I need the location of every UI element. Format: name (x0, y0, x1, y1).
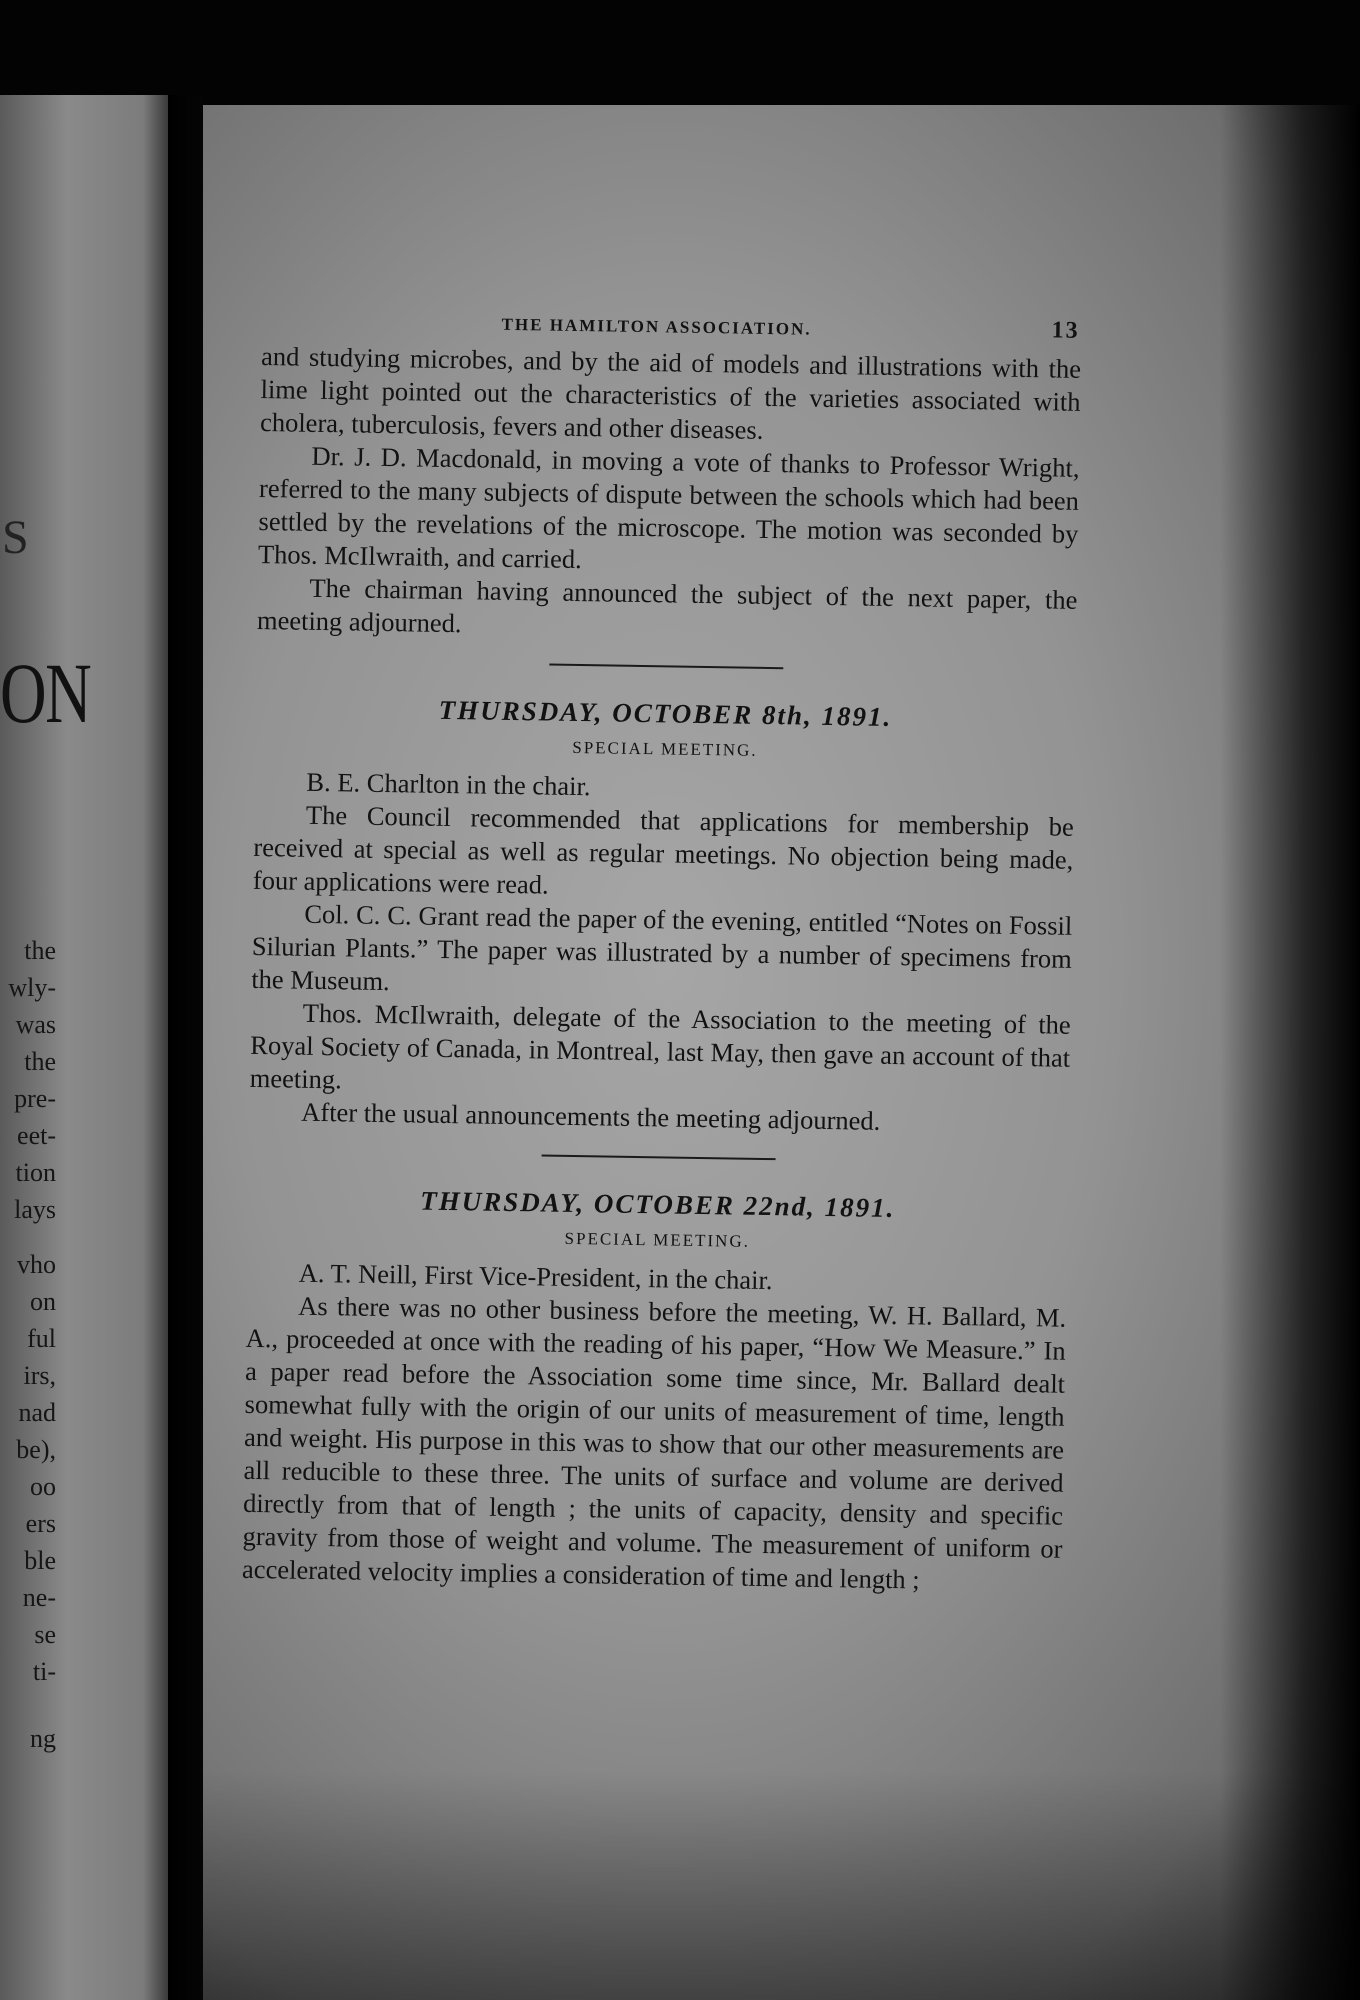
margin-word: wly- (8, 973, 56, 1002)
paragraph: and studying microbes, and by the aid of models and illustrations with the lime light pointed out the characteristics of the varieties associated with cholera, tuberculosis, fevers and other diseases. (259, 340, 1082, 445)
paragraph: Thos. McIlwraith, delegate of the Association to the meeting of the Royal Society of Canada, in Montreal, last May, then gave an account of that meeting. (249, 997, 1071, 1095)
paragraph: The Council recommended that applications for membership be received at special as well as regular meetings. No objection being made, four applications were read. (252, 799, 1075, 900)
section-divider (549, 664, 783, 670)
section-subheading: SPECIAL MEETING. (564, 1228, 751, 1251)
margin-word: tion (15, 1158, 56, 1187)
section-heading: THURSDAY, OCTOBER 22nd, 1891. (420, 1185, 896, 1224)
margin-word: ne- (22, 1583, 56, 1612)
paragraph: The chairman having announced the subject of the next paper, the meeting adjourned. (256, 572, 1078, 639)
margin-word: oo (30, 1472, 56, 1501)
margin-word: vho (17, 1250, 56, 1279)
paragraph: Col. C. C. Grant read the paper of the evening, entitled “Notes on Fossil Silurian Plants.” The paper was illustrated by a number of specimens from the Museum. (251, 898, 1073, 997)
margin-word: be), (16, 1435, 56, 1464)
page-edge-shadow (1220, 105, 1360, 2000)
margin-word: nad (18, 1398, 56, 1427)
margin-gap (0, 1228, 56, 1246)
margin-word: ti- (32, 1657, 56, 1686)
section-divider (542, 1154, 776, 1160)
book-spine-shadow (168, 95, 203, 2000)
paragraph: After the usual announcements the meeting adjourned. (301, 1096, 881, 1136)
page-number: 13 (1051, 317, 1080, 344)
margin-word: ful (27, 1324, 56, 1353)
margin-word: eet- (17, 1121, 56, 1150)
running-head-title: THE HAMILTON ASSOCIATION. (501, 314, 812, 339)
section-subheading: SPECIAL MEETING. (572, 737, 758, 760)
paragraph: As there was no other business before the meeting, W. H. Ballard, M. A., proceeded at once with the reading of his paper, “How We Measure.” In a paper read before the Association some time since, Mr. Ballard dealt somewhat fully with the origin of our units of measurement of time, length and weight. His purpose in this was to show that our other measurements are all reducible to these three. The units of surface and volume are derived directly from that of length ; the units of capacity, density and specific gravity from those of weight and volume. The measurement of uniform or accelerated velocity implies a consideration of time and length ; (241, 1290, 1067, 1595)
margin-word: ers (25, 1509, 56, 1538)
paragraph: Dr. J. D. Macdonald, in moving a vote of thanks to Professor Wright, referred to the many subjects of dispute between the schools which had been settled by the revelations of the microscope. The motion was seconded by Thos. McIlwraith, and carried. (257, 440, 1080, 575)
margin-gap (0, 1690, 56, 1720)
paragraph: A. T. Neill, First Vice-President, in the chair. (298, 1257, 773, 1296)
section-heading: THURSDAY, OCTOBER 8th, 1891. (438, 694, 893, 732)
margin-word: the (24, 1047, 56, 1076)
margin-word: lays (14, 1195, 56, 1224)
page-text-block (242, 300, 1082, 1599)
left-facing-page (0, 95, 168, 2000)
margin-word: ble (24, 1546, 56, 1575)
margin-word: ng (30, 1724, 56, 1753)
margin-word: pre- (14, 1084, 56, 1113)
left-page-heading-fragment: ON (0, 645, 91, 741)
paragraph: B. E. Charlton in the chair. (306, 766, 591, 802)
margin-word: on (30, 1287, 56, 1316)
margin-word: irs, (23, 1361, 56, 1390)
left-page-letter-fragment: S (2, 511, 29, 564)
margin-word: se (34, 1620, 56, 1649)
page-bottom-shadow (203, 1770, 1360, 2000)
left-page-margin-words (0, 932, 56, 1757)
margin-word: the (24, 936, 56, 965)
margin-word: was (15, 1010, 56, 1039)
